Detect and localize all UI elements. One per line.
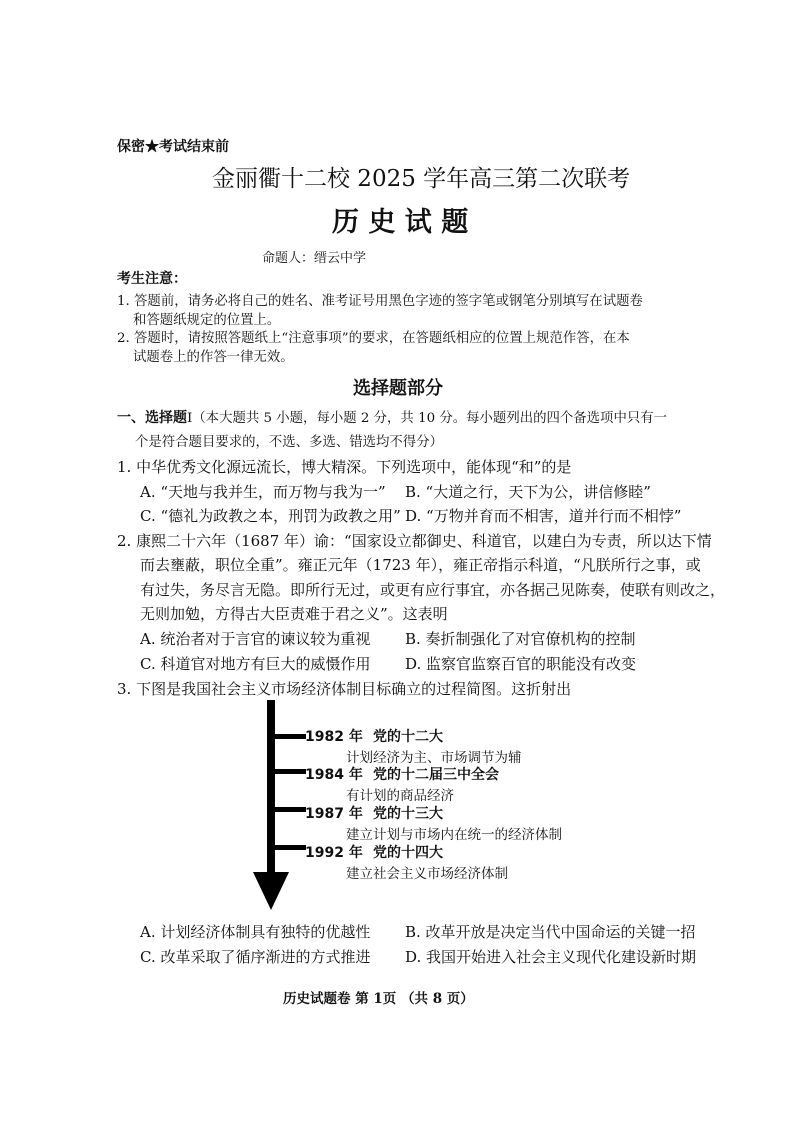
- timeline-year: 1982 年: [305, 729, 363, 745]
- part-header: [117, 407, 667, 427]
- notice-item-2-line-1: 2. 答题时，请按照答题纸上“注意事项”的要求，在答题纸相应的位置上规范作答，在本: [117, 331, 630, 346]
- q2-line-2: 而去壅蔽，职位全重”。雍正元年（1723 年），雍正帝指示科道，“凡朕所行之事，或: [140, 556, 701, 574]
- subject-title: 历 史 试 题: [332, 207, 469, 238]
- q2-option-b: B. 奏折制强化了对官僚机构的控制: [405, 630, 636, 648]
- timeline-tick-4: [272, 845, 306, 850]
- timeline-tick-2: [272, 769, 306, 774]
- timeline-entry: [305, 764, 499, 784]
- part-desc-line-2: 个是符合题目要求的，不选、多选、错选均不得分）: [135, 435, 443, 450]
- q1-option-c: C. “德礼为政教之本，刑罚为政教之用”: [140, 507, 401, 525]
- secret-label: 保密★考试结束前: [117, 139, 229, 155]
- q2-option-c: C. 科道官对地方有巨大的威慑作用: [140, 655, 371, 673]
- q2-line-1: 2. 康熙二十六年（1687 年）谕：“国家设立都御史、科道官，以建白为专责，所以达下情: [117, 532, 712, 550]
- timeline-year: 1987 年: [305, 806, 363, 822]
- section-title: 选择题部分: [353, 378, 443, 399]
- q3-option-b: B. 改革开放是决定当代中国命运的关键一招: [405, 923, 696, 941]
- timeline-desc: 计划经济为主、市场调节为辅: [346, 750, 522, 766]
- timeline-desc: 建立计划与市场内在统一的经济体制: [346, 827, 562, 843]
- part-desc-line-1: Ⅰ（本大题共 5 小题，每小题 2 分，共 10 分。每小题列出的四个备选项中只有一: [187, 411, 668, 426]
- timeline-event: 党的十二届三中全会: [373, 767, 500, 783]
- notice-heading: 考生注意：: [117, 271, 187, 287]
- timeline-arrow: [250, 700, 310, 915]
- timeline-year: 1984 年: [305, 767, 363, 783]
- exam-title: 金丽衢十二校 2025 学年高三第二次联考: [212, 166, 631, 192]
- q2-line-4: 无则加勉，方得古大臣责难于君之义”。这表明: [140, 605, 448, 623]
- timeline-entry: [305, 803, 443, 823]
- notice-item-2-line-2: 试题卷上的作答一律无效。: [133, 350, 294, 365]
- q1-option-d: D. “万物并育而不相害，道并行而不相悖”: [405, 507, 682, 525]
- q3-option-a: A. 计划经济体制具有独特的优越性: [140, 923, 371, 941]
- q1-option-a: A. “天地与我并生，而万物与我为一”: [140, 483, 386, 501]
- q2-line-3: 有过失，务尽言无隐。即所行无过，或更有应行事宜，亦各据己见陈奏，使联有则改之，: [140, 581, 726, 599]
- q2-option-a: A. 统治者对于言官的谏议较为重视: [140, 630, 371, 648]
- timeline-event: 党的十三大: [373, 806, 444, 822]
- notice-item-1-line-2: 和答题纸规定的位置上。: [133, 313, 281, 328]
- timeline-entry: [305, 726, 443, 746]
- timeline-tick-3: [272, 807, 306, 812]
- setter-line: 命题人：缙云中学: [262, 251, 367, 266]
- timeline-tick-1: [272, 734, 306, 739]
- q3-option-d: D. 我国开始进入社会主义现代化建设新时期: [405, 948, 697, 966]
- timeline-desc: 建立社会主义市场经济体制: [346, 866, 508, 882]
- q3-option-c: C. 改革采取了循序渐进的方式推进: [140, 948, 371, 966]
- page-footer: 历史试题卷 第 1页 （共 8 页）: [283, 991, 474, 1007]
- part-label: 一、选择题: [117, 410, 187, 426]
- timeline-desc: 有计划的商品经济: [346, 788, 454, 804]
- q1-stem: 1. 中华优秀文化源远流长，博大精深。下列选项中，能体现“和”的是: [117, 458, 572, 476]
- q2-option-d: D. 监察官监察百官的职能没有改变: [405, 655, 637, 673]
- timeline-event: 党的十四大: [373, 845, 444, 861]
- notice-item-1-line-1: 1. 答题前，请务必将自己的姓名、准考证号用黑色字迹的签字笔或钢笔分别填写在试题卷: [117, 294, 643, 309]
- timeline-arrowhead: [253, 872, 289, 910]
- q3-stem: 3. 下图是我国社会主义市场经济体制目标确立的过程简图。这折射出: [117, 680, 572, 698]
- timeline-event: 党的十二大: [373, 729, 444, 745]
- timeline-year: 1992 年: [305, 845, 363, 861]
- timeline-entry: [305, 842, 443, 862]
- q1-option-b: B. “大道之行，天下为公，讲信修睦”: [405, 483, 651, 501]
